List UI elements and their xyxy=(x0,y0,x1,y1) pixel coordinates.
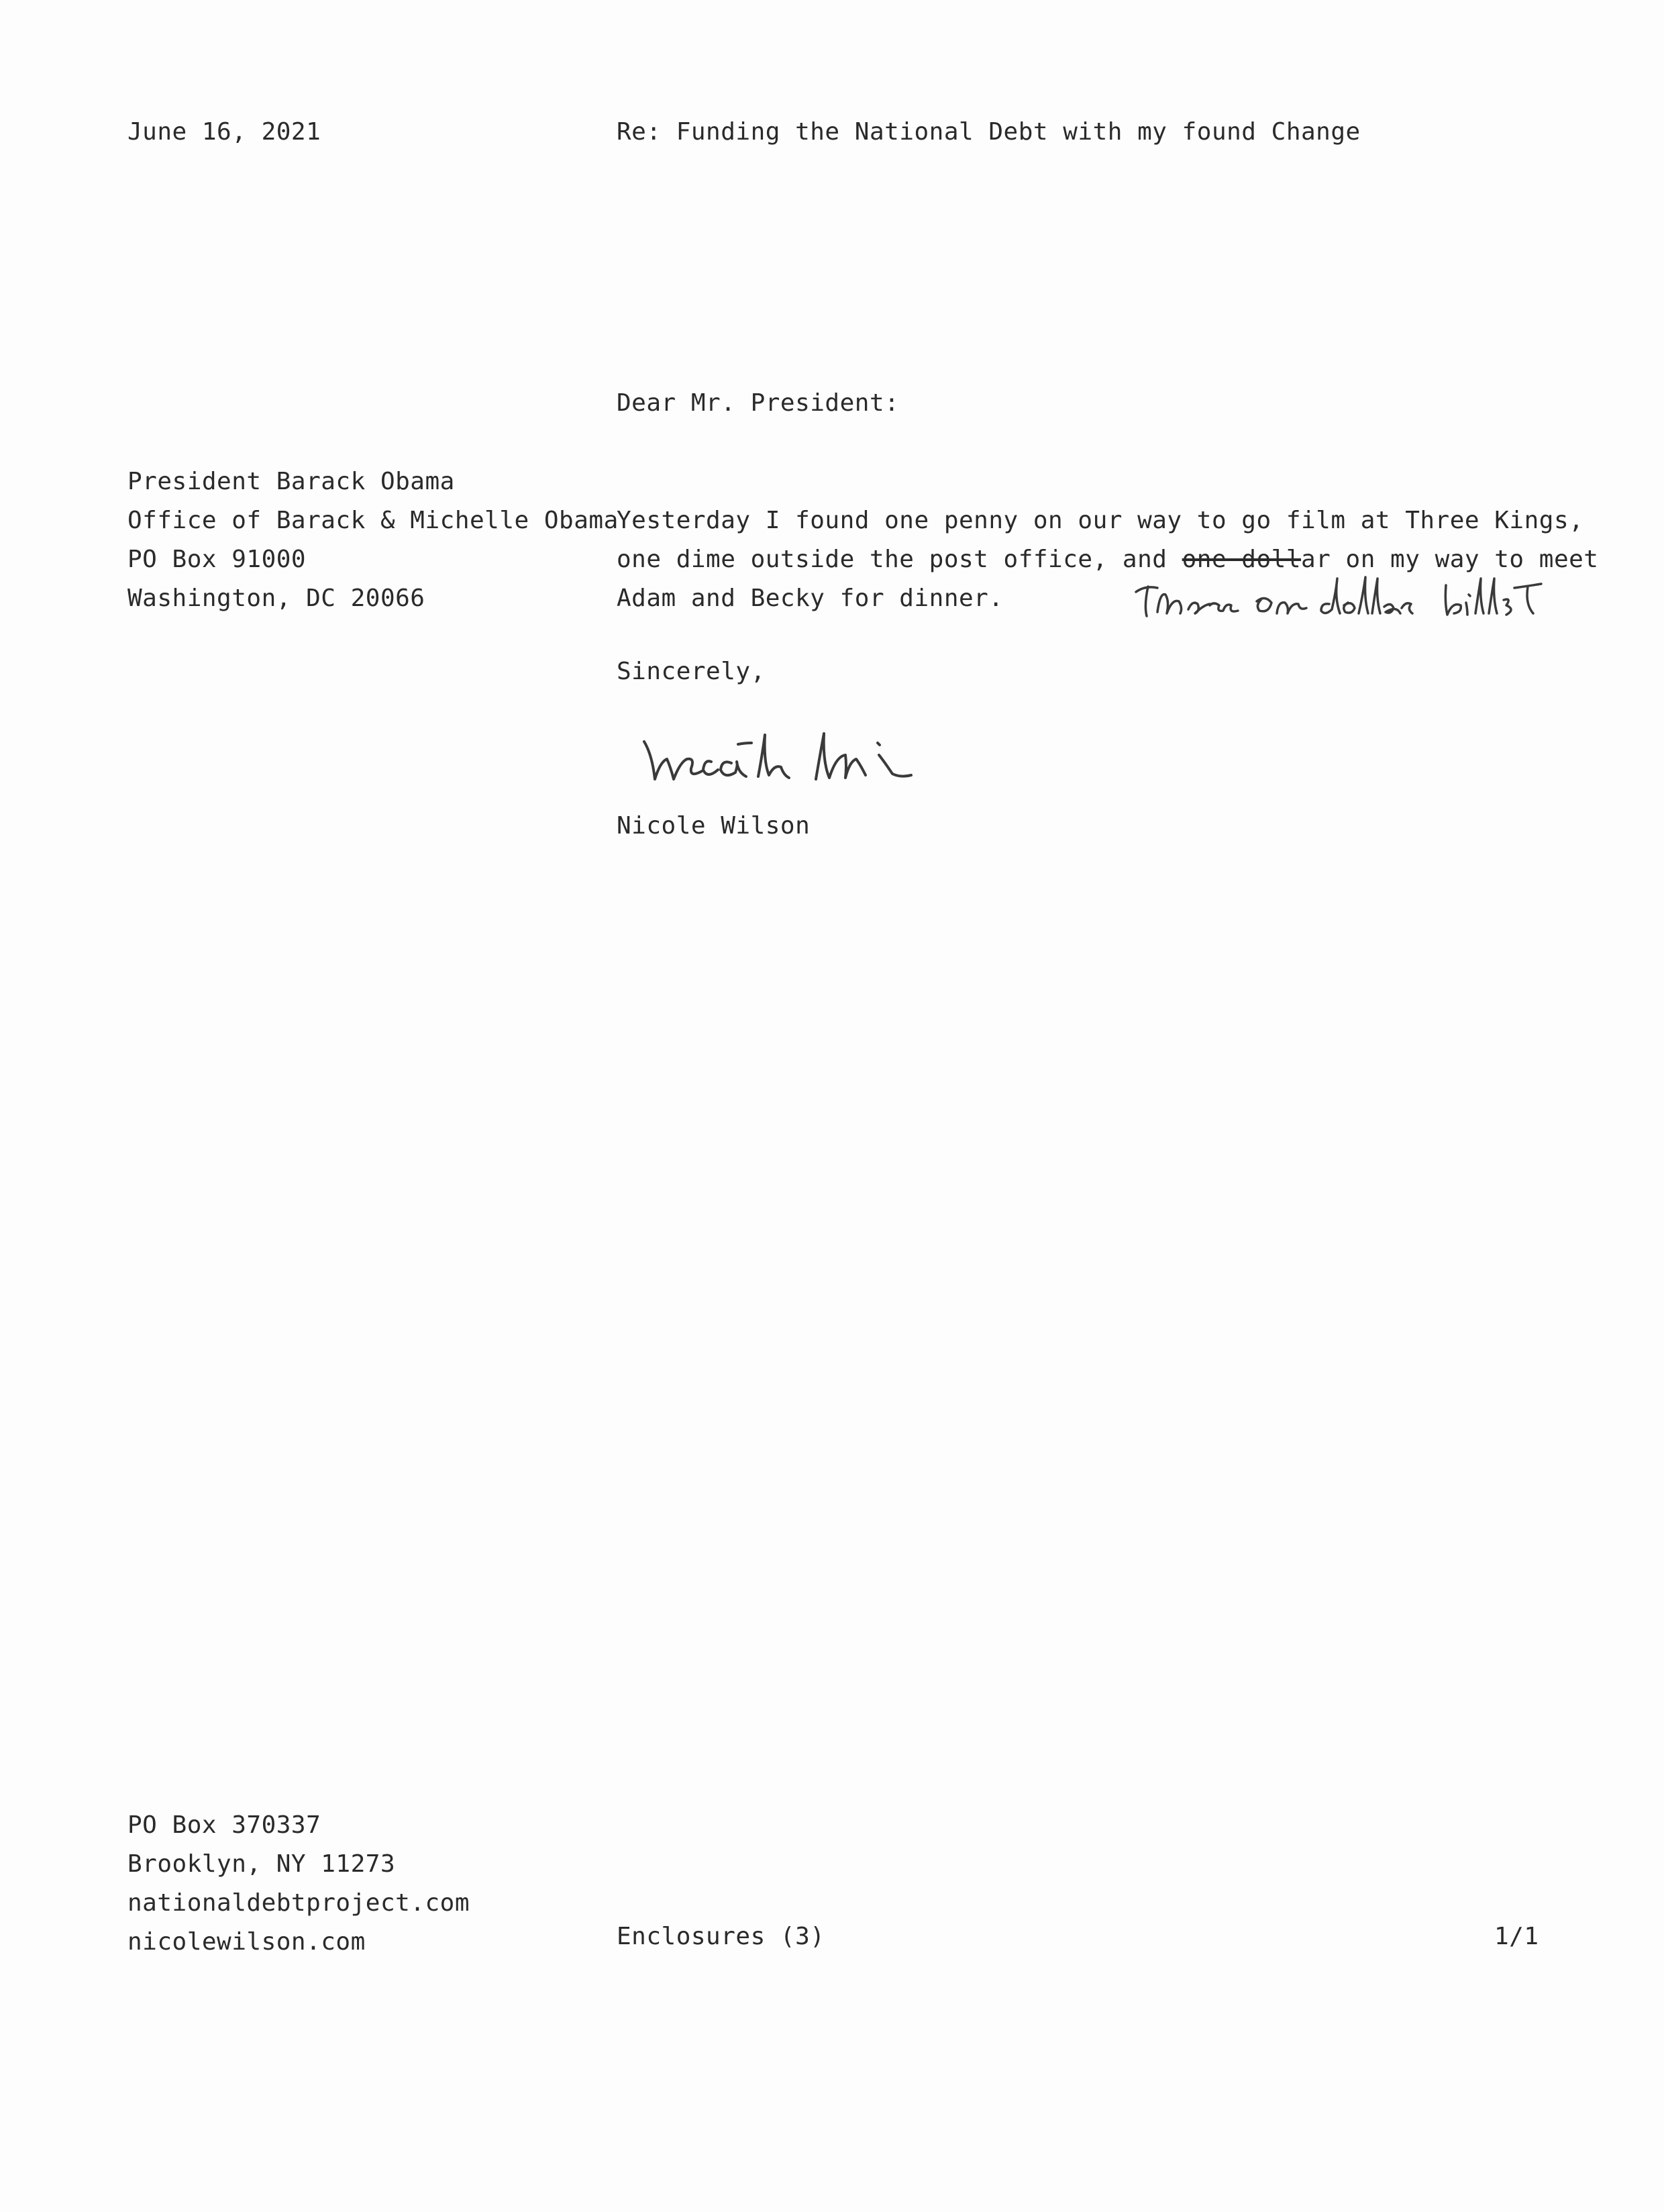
letter-date: June 16, 2021 xyxy=(127,118,321,146)
closing: Sincerely, xyxy=(617,658,766,685)
handwritten-correction-image xyxy=(1131,572,1560,625)
signer-name: Nicole Wilson xyxy=(617,812,811,840)
body-line-2-before: one dime outside the post office, and xyxy=(617,546,1182,573)
sender-po-box: PO Box 370337 xyxy=(127,1811,321,1839)
struck-text: one doll xyxy=(1182,546,1301,573)
enclosures-note: Enclosures (3) xyxy=(617,1923,825,1950)
body-line-1: Yesterday I found one penny on our way to go film at Three Kings, xyxy=(617,507,1584,534)
salutation: Dear Mr. President: xyxy=(617,389,900,417)
recipient-office: Office of Barack & Michelle Obama xyxy=(127,507,619,534)
sender-city: Brooklyn, NY 11273 xyxy=(127,1850,396,1878)
recipient-po-box: PO Box 91000 xyxy=(127,546,307,573)
body-line-3: Adam and Becky for dinner. xyxy=(617,585,1004,612)
sender-address-block xyxy=(127,1806,470,1962)
page-number: 1/1 xyxy=(1494,1923,1539,1950)
letter-subject: Re: Funding the National Debt with my found Change xyxy=(617,118,1361,146)
body-line-2-after: ar on my way to meet xyxy=(1301,546,1599,573)
signature-image xyxy=(637,715,1000,795)
sender-website-project: nationaldebtproject.com xyxy=(127,1889,470,1917)
recipient-address-block xyxy=(127,462,619,618)
sender-website-personal: nicolewilson.com xyxy=(127,1928,366,1956)
recipient-name: President Barack Obama xyxy=(127,468,455,495)
recipient-city: Washington, DC 20066 xyxy=(127,585,425,612)
